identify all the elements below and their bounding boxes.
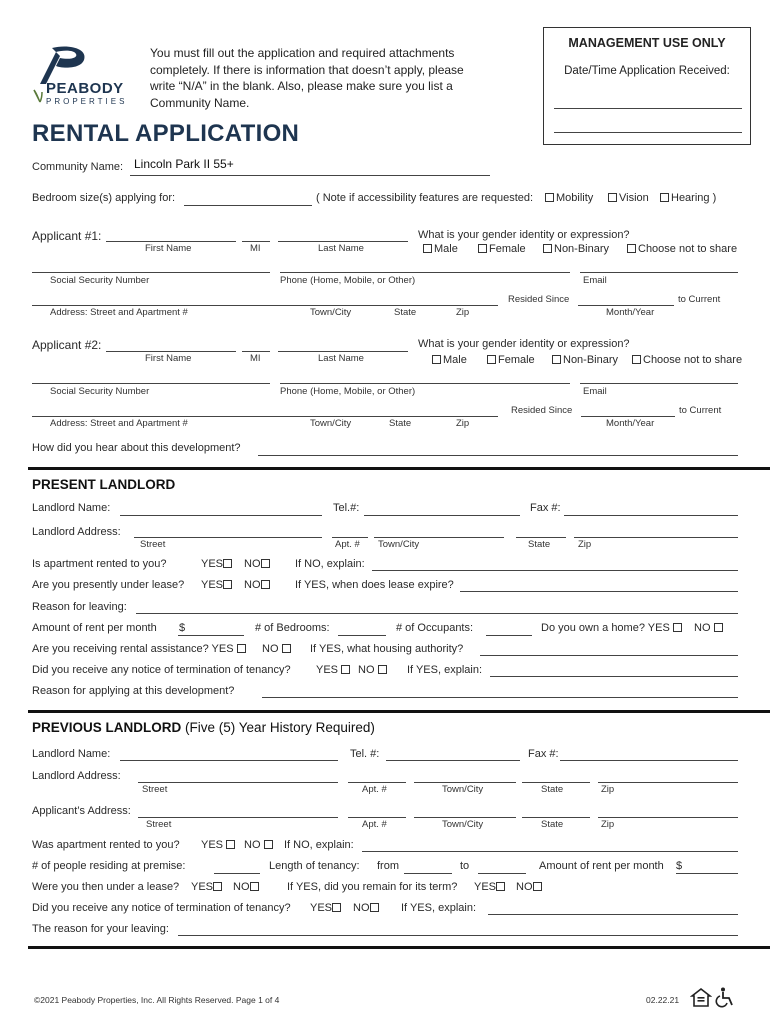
management-blank (554, 132, 742, 133)
prev-reason-label: The reason for your leaving: (32, 923, 169, 935)
footer-copyright: ©2021 Peabody Properties, Inc. All Rights Reserved. Page 1 of 4 (34, 995, 280, 1005)
accessibility-note: ( Note if accessibility features are requested: (316, 192, 534, 204)
management-box (543, 27, 751, 145)
from-label: from (377, 860, 399, 872)
checkbox[interactable] (487, 355, 496, 364)
checkbox[interactable] (423, 244, 432, 253)
prev-notice-no[interactable] (353, 902, 381, 914)
state-caption: State (541, 784, 564, 795)
checkbox[interactable] (632, 355, 641, 364)
gender-choose-not[interactable] (627, 243, 737, 255)
previous-town-field[interactable] (414, 782, 516, 783)
applicant-apt-field[interactable] (348, 817, 406, 818)
own-home-label: Do you own a home? YES (541, 622, 670, 634)
applicant2-last-field[interactable] (278, 351, 408, 352)
own-home-yes[interactable] (541, 622, 684, 634)
town-caption: Town/City (378, 539, 420, 550)
landlord-address-label: Landlord Address: (32, 526, 121, 538)
present-if-no-field[interactable] (372, 570, 738, 571)
present-fax-field[interactable] (564, 515, 738, 516)
yes-label: YES (201, 558, 224, 570)
lease-yes[interactable] (201, 579, 234, 591)
bedrooms-label: # of Bedrooms: (255, 622, 330, 634)
mobility-option[interactable] (545, 192, 593, 204)
no-label: NO (244, 839, 261, 851)
present-reason-field[interactable] (136, 613, 738, 614)
prev-rented-no[interactable] (244, 839, 275, 851)
checkbox[interactable] (660, 193, 669, 202)
landlord-name-label: Landlord Name: (32, 502, 111, 514)
gender-female[interactable] (487, 354, 535, 366)
state-caption: State (541, 819, 564, 830)
section-rule (28, 946, 770, 949)
applicant1-last-field[interactable] (278, 241, 408, 242)
checkbox[interactable] (432, 355, 441, 364)
previous-apt-field[interactable] (348, 782, 406, 783)
yes-label: YES (201, 839, 224, 851)
street-caption: Street (142, 784, 168, 795)
hearing-option[interactable] (660, 192, 716, 204)
previous-fax-field[interactable] (560, 760, 738, 761)
intro-text (150, 45, 464, 111)
community-field[interactable] (130, 175, 490, 176)
checkbox[interactable] (714, 623, 723, 632)
previous-to-field[interactable] (478, 873, 526, 874)
prev-lease-yes[interactable] (191, 881, 224, 893)
applicant1-address-field[interactable] (32, 305, 498, 306)
checkbox[interactable] (213, 882, 222, 891)
hear-field[interactable] (258, 455, 738, 456)
phone-caption: Phone (Home, Mobile, or Other) (280, 275, 416, 286)
if-no-label: If NO, explain: (295, 558, 365, 570)
previous-rent-field[interactable] (676, 873, 738, 874)
gender-choose-not[interactable] (632, 354, 742, 366)
gender-male[interactable] (432, 354, 467, 366)
town-caption: Town/City (310, 307, 352, 318)
rented-no[interactable] (244, 558, 272, 570)
hear-label: How did you hear about this development? (32, 442, 241, 454)
gender-female[interactable] (478, 243, 526, 255)
notice-yes[interactable] (316, 664, 352, 676)
present-landlord-heading: PRESENT LANDLORD (32, 477, 176, 492)
present-notice-field[interactable] (490, 676, 738, 677)
page-title: RENTAL APPLICATION (32, 120, 300, 147)
checkbox[interactable] (341, 665, 350, 674)
landlord-address-label: Landlord Address: (32, 770, 121, 782)
applicant2-phone-field[interactable] (280, 383, 570, 384)
email-caption: Email (583, 386, 607, 397)
applicant2-email-field[interactable] (580, 383, 738, 384)
checkbox[interactable] (226, 840, 235, 849)
yes-label: YES (310, 902, 333, 914)
zip-caption: Zip (601, 819, 615, 830)
no-label: NO (262, 643, 279, 655)
logo-name: PEABODY (46, 80, 124, 97)
gender-question: What is your gender identity or expression? (418, 338, 630, 350)
gender-male[interactable] (423, 243, 458, 255)
assistance-no[interactable] (262, 643, 293, 655)
rented-question: Is apartment rented to you? (32, 558, 167, 570)
checkbox[interactable] (496, 882, 505, 891)
applicant2-mi-field[interactable] (242, 351, 270, 352)
email-caption: Email (583, 275, 607, 286)
applicant-town-field[interactable] (414, 817, 516, 818)
gender-label: Female (489, 243, 526, 255)
prev-lease-question: Were you then under a lease? (32, 881, 180, 893)
previous-landlord-heading (32, 720, 375, 735)
previous-title-note: (Five (5) Year History Required) (185, 720, 375, 735)
fax-label: Fax #: (530, 502, 561, 514)
applicant2-address-field[interactable] (32, 416, 498, 417)
assistance-yes[interactable] (32, 643, 248, 655)
resided-since-label: Resided Since (508, 294, 570, 305)
yes-label: YES (191, 881, 214, 893)
reason-applying-label: Reason for applying at this development? (32, 685, 235, 697)
vision-label: Vision (619, 192, 649, 204)
present-bedrooms-field[interactable] (338, 635, 386, 636)
gender-label: Choose not to share (643, 354, 743, 366)
address-caption: Address: Street and Apartment # (50, 418, 188, 429)
zip-caption: Zip (601, 784, 615, 795)
present-town-field[interactable] (374, 537, 504, 538)
checkbox[interactable] (223, 559, 232, 568)
if-yes-explain-label: If YES, explain: (401, 902, 477, 914)
checkbox[interactable] (552, 355, 561, 364)
equal-housing-icon (690, 986, 712, 1013)
people-label: # of people residing at premise: (32, 860, 186, 872)
logo-sub: PROPERTIES (46, 97, 128, 106)
zip-caption: Zip (578, 539, 592, 550)
previous-reason-field[interactable] (178, 935, 738, 936)
community-value: Lincoln Park II 55+ (134, 157, 234, 171)
ssn-caption: Social Security Number (50, 386, 150, 397)
remain-term-label: If YES, did you remain for its term? (287, 881, 458, 893)
applicant2-ssn-field[interactable] (32, 383, 270, 384)
checkbox[interactable] (237, 644, 246, 653)
section-rule (28, 710, 770, 713)
present-street-field[interactable] (134, 537, 322, 538)
last-name-caption: Last Name (318, 353, 364, 364)
dollar-sign: $ (676, 860, 683, 872)
resided-since-label: Resided Since (511, 405, 573, 416)
previous-zip-field[interactable] (598, 782, 738, 783)
mi-caption: MI (250, 353, 261, 364)
present-rent-field[interactable] (178, 635, 244, 636)
rent-label: Amount of rent per month (32, 622, 157, 634)
notice-question: Did you receive any notice of termination of tenancy? (32, 664, 291, 676)
checkbox[interactable] (332, 903, 341, 912)
checkbox[interactable] (378, 665, 387, 674)
no-label: NO (353, 902, 370, 914)
intro-line: You must fill out the application and required attachments (150, 46, 455, 60)
footer-date: 02.22.21 (646, 995, 680, 1005)
community-label: Community Name: (32, 161, 124, 173)
if-no-label: If NO, explain: (284, 839, 354, 851)
no-label: NO (244, 579, 261, 591)
apt-caption: Apt. # (362, 819, 387, 830)
own-home-no[interactable] (694, 622, 725, 634)
monthyear-caption: Month/Year (606, 418, 655, 429)
previous-tel-field[interactable] (386, 760, 520, 761)
to-current-label: to Current (678, 294, 721, 305)
state-caption: State (389, 418, 412, 429)
applicant1-email-field[interactable] (580, 272, 738, 273)
applicant1-mi-field[interactable] (242, 241, 270, 242)
applicant2-resided-field[interactable] (581, 416, 675, 417)
checkbox[interactable] (250, 882, 259, 891)
present-state-field[interactable] (516, 537, 566, 538)
no-label: NO (694, 622, 711, 634)
gender-label: Male (434, 243, 458, 255)
state-caption: State (528, 539, 551, 550)
intro-line: completely. If there is information that doesn’t apply, please (150, 62, 464, 77)
gender-label: Male (443, 354, 467, 366)
applicant1-first-field[interactable] (106, 241, 236, 242)
gender-label: Choose not to share (638, 243, 738, 255)
checkbox[interactable] (282, 644, 291, 653)
yes-label: YES (201, 579, 224, 591)
town-caption: Town/City (442, 784, 484, 795)
yes-label: YES (474, 881, 497, 893)
prev-lease-no[interactable] (233, 881, 261, 893)
apt-caption: Apt. # (362, 784, 387, 795)
fax-label: Fax #: (528, 748, 559, 760)
apt-caption: Apt. # (335, 539, 360, 550)
previous-from-field[interactable] (404, 873, 452, 874)
checkbox[interactable] (478, 244, 487, 253)
applicant1-resided-field[interactable] (578, 305, 674, 306)
ssn-caption: Social Security Number (50, 275, 150, 286)
bedroom-label: Bedroom size(s) applying for: (32, 192, 176, 204)
previous-landlord-name-field[interactable] (120, 760, 338, 761)
present-landlord-name-field[interactable] (120, 515, 322, 516)
to-current-label: to Current (679, 405, 722, 416)
present-zip-field[interactable] (574, 537, 738, 538)
no-label: NO (358, 664, 375, 676)
town-caption: Town/City (442, 819, 484, 830)
first-name-caption: First Name (145, 243, 192, 254)
lease-expire-label: If YES, when does lease expire? (295, 579, 454, 591)
previous-if-no-field[interactable] (362, 851, 738, 852)
lease-question: Are you presently under lease? (32, 579, 185, 591)
gender-label: Non-Binary (563, 354, 619, 366)
present-tel-field[interactable] (364, 515, 520, 516)
dollar-sign: $ (179, 622, 186, 634)
present-apt-field[interactable] (332, 537, 368, 538)
checkbox[interactable] (543, 244, 552, 253)
reason-leaving-label: Reason for leaving: (32, 601, 127, 613)
state-caption: State (394, 307, 417, 318)
term-no[interactable] (516, 881, 544, 893)
intro-line: Community Name. (150, 95, 250, 110)
gender-label: Female (498, 354, 535, 366)
checkbox[interactable] (545, 193, 554, 202)
applicant2-label: Applicant #2: (32, 338, 102, 352)
monthyear-caption: Month/Year (606, 307, 655, 318)
present-authority-field[interactable] (480, 655, 738, 656)
mi-caption: MI (250, 243, 261, 254)
prev-notice-question: Did you receive any notice of termination of tenancy? (32, 902, 291, 914)
lease-no[interactable] (244, 579, 272, 591)
mobility-label: Mobility (556, 192, 594, 204)
previous-state-field[interactable] (522, 782, 590, 783)
if-yes-explain-label: If YES, explain: (407, 664, 483, 676)
to-label: to (460, 860, 470, 872)
tel-label: Tel. #: (350, 748, 380, 760)
section-rule (28, 467, 770, 470)
tel-label: Tel.#: (333, 502, 360, 514)
prev-rented-yes[interactable] (201, 839, 237, 851)
gender-nonbinary[interactable] (543, 243, 609, 255)
landlord-name-label: Landlord Name: (32, 748, 111, 760)
previous-title: PREVIOUS LANDLORD (32, 720, 182, 735)
phone-caption: Phone (Home, Mobile, or Other) (280, 386, 416, 397)
bedroom-field[interactable] (184, 205, 312, 206)
applicant1-phone-field[interactable] (280, 272, 570, 273)
checkbox[interactable] (608, 193, 617, 202)
town-caption: Town/City (310, 418, 352, 429)
notice-no[interactable] (358, 664, 389, 676)
applicant2-first-field[interactable] (106, 351, 236, 352)
applicant-state-field[interactable] (522, 817, 590, 818)
gender-label: Non-Binary (554, 243, 610, 255)
first-name-caption: First Name (145, 353, 192, 364)
applicant1-label: Applicant #1: (32, 229, 102, 243)
occupants-label: # of Occupants: (396, 622, 474, 634)
length-label: Length of tenancy: (269, 860, 360, 872)
management-received-label: Date/Time Application Received: (564, 65, 730, 77)
no-label: NO (244, 558, 261, 570)
prev-rented-question: Was apartment rented to you? (32, 839, 180, 851)
previous-street-field[interactable] (138, 782, 338, 783)
applicant-zip-field[interactable] (598, 817, 738, 818)
applicant-address-label: Applicant’s Address: (32, 805, 131, 817)
applicant-street-field[interactable] (138, 817, 338, 818)
gender-nonbinary[interactable] (552, 354, 618, 366)
accessibility-icon (714, 986, 736, 1013)
rented-yes[interactable] (201, 558, 234, 570)
last-name-caption: Last Name (318, 243, 364, 254)
previous-people-field[interactable] (214, 873, 260, 874)
checkbox[interactable] (533, 882, 542, 891)
street-caption: Street (140, 539, 166, 550)
checkbox[interactable] (261, 559, 270, 568)
applicant1-ssn-field[interactable] (32, 272, 270, 273)
present-reason-apply-field[interactable] (262, 697, 738, 698)
gender-question: What is your gender identity or expression? (418, 229, 630, 241)
assistance-label: Are you receiving rental assistance? YES (32, 643, 234, 655)
previous-notice-field[interactable] (488, 914, 738, 915)
yes-label: YES (316, 664, 339, 676)
management-blank (554, 108, 742, 109)
zip-caption: Zip (456, 418, 470, 429)
present-lease-expire-field[interactable] (460, 591, 738, 592)
checkbox[interactable] (264, 840, 273, 849)
hearing-label: Hearing ) (671, 192, 717, 204)
housing-authority-label: If YES, what housing authority? (310, 643, 464, 655)
term-yes[interactable] (474, 881, 507, 893)
prev-notice-yes[interactable] (310, 902, 343, 914)
no-label: NO (233, 881, 250, 893)
checkbox[interactable] (370, 903, 379, 912)
vision-option[interactable] (608, 192, 649, 204)
intro-line: write “N/A” in the blank. Also, please make sure you list a (150, 79, 453, 93)
checkbox[interactable] (223, 580, 232, 589)
checkbox[interactable] (627, 244, 636, 253)
zip-caption: Zip (456, 307, 470, 318)
present-occupants-field[interactable] (486, 635, 532, 636)
management-title: MANAGEMENT USE ONLY (568, 36, 726, 50)
checkbox[interactable] (261, 580, 270, 589)
no-label: NO (516, 881, 533, 893)
address-caption: Address: Street and Apartment # (50, 307, 188, 318)
street-caption: Street (146, 819, 172, 830)
prev-rent-label: Amount of rent per month (539, 860, 664, 872)
checkbox[interactable] (673, 623, 682, 632)
